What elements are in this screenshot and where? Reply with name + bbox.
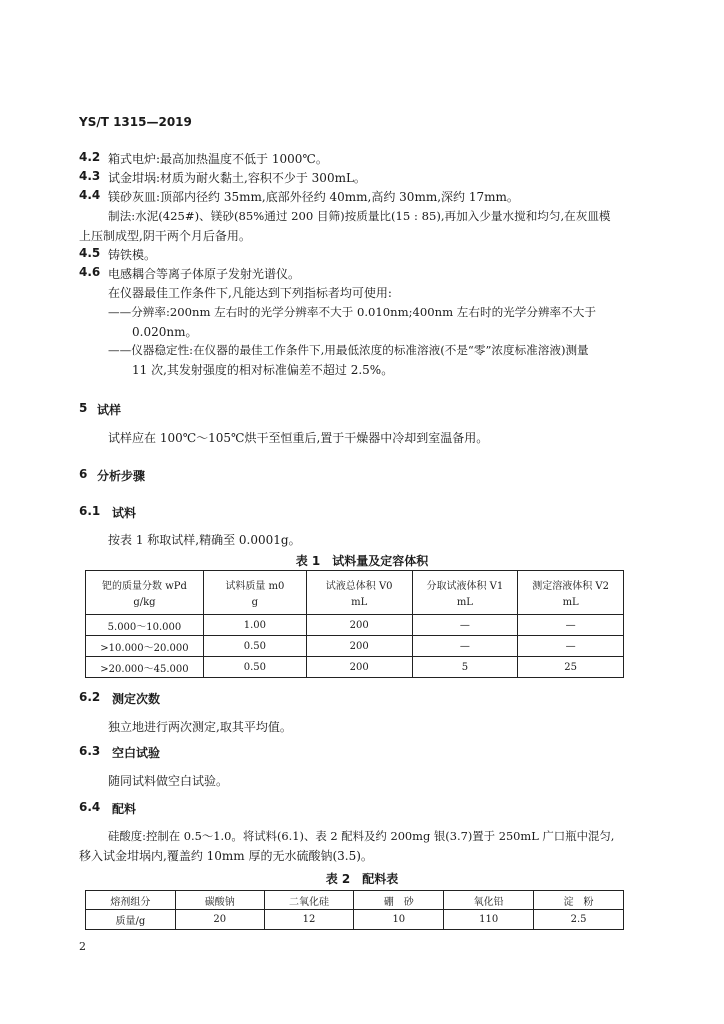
table-header-cell: 钯的质量分数 wPd g/kg: [86, 571, 204, 615]
item-num: 4.3: [79, 169, 101, 183]
paragraph: 独立地进行两次测定,取其平均值。: [108, 720, 292, 734]
standard-code: YS/T 1315—2019: [79, 115, 192, 129]
table-header-cell: 淀 粉: [534, 891, 624, 910]
table-cell: —: [412, 615, 518, 636]
subsection-num: 6.2: [79, 690, 101, 704]
bullet-line: 11 次,其发射强度的相对标准偏差不超过 2.5%。: [132, 363, 394, 377]
table-row: [86, 910, 624, 930]
paragraph: 按表 1 称取试样,精确至 0.0001g。: [108, 533, 301, 547]
table-cell: 2.5: [534, 910, 624, 930]
table-header-cell: 碳酸钠: [175, 891, 264, 910]
table-header-cell: 硼 砂: [354, 891, 444, 910]
page-number: 2: [79, 940, 86, 953]
table-row: [86, 657, 624, 678]
subsection-title: 试料: [112, 506, 137, 520]
item-num: 4.4: [79, 188, 101, 202]
bullet-line: ——分辨率:200nm 左右时的光学分辨率不大于 0.010nm;400nm 左右时的光学分辨率不大于: [108, 305, 596, 319]
subsection-title: 配料: [112, 802, 137, 816]
table-cell: 10: [354, 910, 444, 930]
table-header-cell: 试料质量 m0 g: [203, 571, 306, 615]
paragraph: 在仪器最佳工作条件下,凡能达到下列指标者均可使用:: [108, 286, 392, 300]
table-cell: 质量/g: [86, 910, 176, 930]
table-cell: 200: [306, 657, 412, 678]
table-cell: >10.000～20.000: [86, 636, 204, 657]
table-caption: 表 2 配料表: [325, 872, 399, 886]
item-text: 铸铁模。: [108, 248, 157, 262]
table-caption: 表 1 试料量及定容体积: [295, 554, 429, 568]
table-2: [85, 890, 624, 930]
subsection-num: 6.3: [79, 744, 101, 758]
table-header-cell: 熔剂组分: [86, 891, 176, 910]
table-cell: 200: [306, 636, 412, 657]
subsection-title: 空白试验: [112, 746, 161, 760]
item-num: 4.6: [79, 265, 101, 279]
paragraph: 试样应在 100℃～105℃烘干至恒重后,置于干燥器中冷却到室温备用。: [108, 431, 489, 445]
section-title: 分析步骤: [97, 469, 146, 483]
table-cell: 0.50: [203, 636, 306, 657]
section-num: 6: [79, 467, 88, 481]
table-header-cell: 试液总体积 V0 mL: [306, 571, 412, 615]
table-cell: 110: [444, 910, 534, 930]
subsection-num: 6.1: [79, 504, 101, 518]
table-header-cell: 测定溶液体积 V2 mL: [518, 571, 624, 615]
table-header-cell: 分取试液体积 V1 mL: [412, 571, 518, 615]
item-text: 试金坩埚:材质为耐火黏土,容积不少于 300mL。: [108, 171, 366, 185]
item-num: 4.5: [79, 246, 101, 260]
item-text: 电感耦合等离子体原子发射光谱仪。: [108, 267, 301, 281]
table-header-cell: 二氧化硅: [264, 891, 354, 910]
table-1: [85, 570, 624, 678]
table-row: [86, 636, 624, 657]
table-cell: 0.50: [203, 657, 306, 678]
table-cell: 5: [412, 657, 518, 678]
section-num: 5: [79, 401, 88, 415]
table-cell: >20.000～45.000: [86, 657, 204, 678]
table-cell: 200: [306, 615, 412, 636]
bullet-line: 0.020nm。: [132, 325, 198, 339]
table-cell: 12: [264, 910, 354, 930]
paragraph: 随同试料做空白试验。: [108, 774, 229, 788]
paragraph: 硅酸度:控制在 0.5～1.0。将试料(6.1)、表 2 配料及约 200mg 银(3.7)置于 250mL 广口瓶中混匀,: [108, 829, 615, 843]
table-header-cell: 氧化铅: [444, 891, 534, 910]
subsection-num: 6.4: [79, 800, 101, 814]
item-text: 镁砂灰皿:顶部内径约 35mm,底部外径约 40mm,高约 30mm,深约 17mm。: [108, 190, 519, 204]
paragraph: 制法:水泥(425#)、镁砂(85%通过 200 目筛)按质量比(15 : 85),再加入少量水搅和均匀,在灰皿模: [108, 209, 611, 223]
table-cell: 1.00: [203, 615, 306, 636]
item-text: 箱式电炉:最高加热温度不低于 1000℃。: [108, 152, 328, 166]
table-cell: —: [518, 636, 624, 657]
table-cell: 5.000～10.000: [86, 615, 204, 636]
table-cell: 25: [518, 657, 624, 678]
table-cell: —: [518, 615, 624, 636]
paragraph: 移入试金坩埚内,覆盖约 10mm 厚的无水硫酸钠(3.5)。: [79, 849, 373, 863]
table-cell: 20: [175, 910, 264, 930]
item-num: 4.2: [79, 150, 101, 164]
subsection-title: 测定次数: [112, 692, 161, 706]
paragraph: 上压制成型,阴干两个月后备用。: [79, 229, 251, 243]
section-title: 试样: [97, 403, 122, 417]
table-cell: —: [412, 636, 518, 657]
table-row: [86, 615, 624, 636]
bullet-line: ——仪器稳定性:在仪器的最佳工作条件下,用最低浓度的标准溶液(不是“零”浓度标准溶液)测量: [108, 343, 589, 357]
